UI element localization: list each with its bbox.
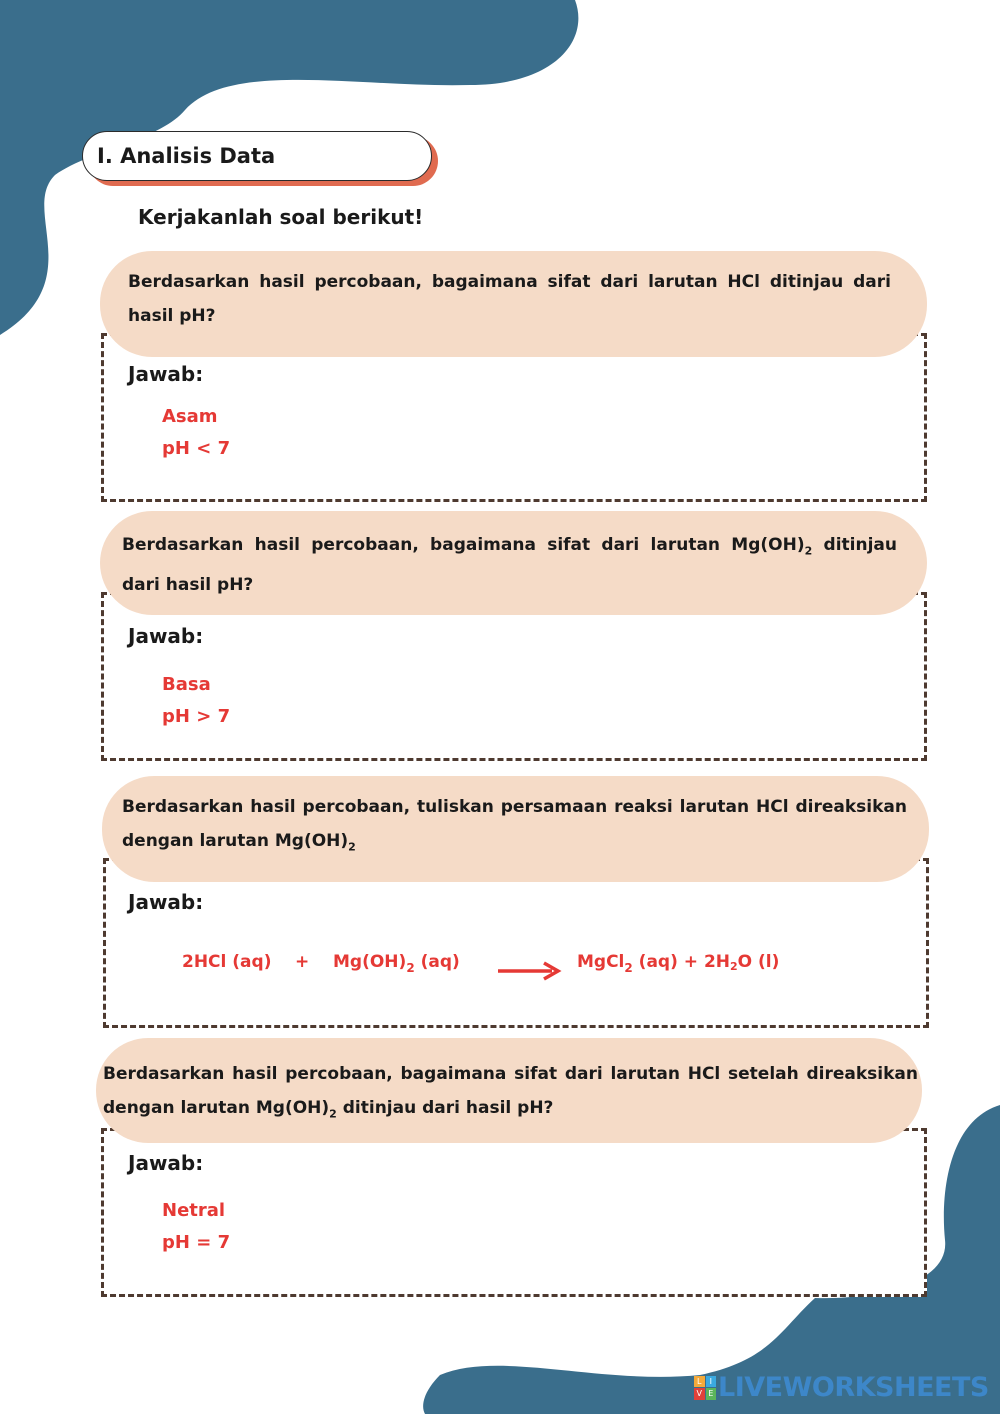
answer-4-line-1: Netral <box>162 1200 226 1221</box>
answer-label-4: Jawab: <box>128 1151 204 1175</box>
answer-2-line-2: pH > 7 <box>162 706 231 727</box>
reaction-arrow-icon <box>498 960 564 982</box>
answer-4 <box>162 1195 230 1259</box>
question-4-text-tail: ditinjau dari hasil pH? <box>336 1098 554 1118</box>
answer-1 <box>162 401 230 465</box>
question-2-subscript: 2 <box>804 544 813 558</box>
logo-letter-i: I <box>706 1376 717 1388</box>
section-title: I. Analisis Data <box>82 131 432 181</box>
question-2-text: Berdasarkan hasil percobaan, bagaimana sifat dari larutan Mg(OH) <box>122 535 805 555</box>
equation-product-2-subscript: 2 <box>730 960 738 973</box>
logo-letter-l: L <box>694 1376 705 1388</box>
question-3-subscript: 2 <box>348 840 356 854</box>
instruction-text: Kerjakanlah soal berikut! <box>138 205 424 229</box>
question-3 <box>102 776 929 882</box>
question-4-subscript: 2 <box>329 1107 337 1121</box>
answer-2-line-1: Basa <box>162 674 211 695</box>
answer-box-3[interactable] <box>103 858 929 1028</box>
equation-product-1 <box>577 952 780 975</box>
liveworksheets-logo <box>694 1372 989 1403</box>
equation-product-1-state: (aq) <box>638 952 678 972</box>
answer-2 <box>162 669 230 733</box>
equation-plus: + <box>295 952 310 972</box>
question-2 <box>100 511 927 615</box>
liveworksheets-mark-icon <box>694 1376 716 1400</box>
equation-reactant-2 <box>333 952 460 975</box>
question-2-text-tail: ditinjau dari hasil pH? <box>122 535 897 596</box>
equation-product-1-formula: MgCl <box>577 952 625 972</box>
question-4-text: Berdasarkan hasil percobaan, bagaimana sifat dari larutan HCl setelah direaksikan dengan larutan Mg(OH) <box>103 1064 918 1118</box>
answer-label-1: Jawab: <box>128 362 204 386</box>
liveworksheets-brand: LIVEWORKSHEETS <box>718 1372 989 1403</box>
question-1 <box>100 251 927 357</box>
answer-label-3: Jawab: <box>128 890 204 914</box>
equation-product-2-rest: O (l) <box>737 952 780 972</box>
equation-reactant-2-state: (aq) <box>420 952 460 972</box>
question-4 <box>96 1038 922 1143</box>
equation-plus-2: + <box>683 952 699 972</box>
answer-label-2: Jawab: <box>128 624 204 648</box>
question-3-text: Berdasarkan hasil percobaan, tuliskan persamaan reaksi larutan HCl direaksikan dengan larutan Mg(OH) <box>122 797 907 851</box>
logo-letter-e: E <box>706 1388 717 1400</box>
equation-reactant-2-formula: Mg(OH) <box>333 952 407 972</box>
question-1-text: Berdasarkan hasil percobaan, bagaimana sifat dari larutan HCl ditinjau dari hasil pH? <box>128 272 891 326</box>
answer-1-line-2: pH < 7 <box>162 438 231 459</box>
answer-1-line-1: Asam <box>162 406 218 427</box>
equation-product-1-subscript: 2 <box>624 961 633 975</box>
logo-letter-v: V <box>694 1388 705 1400</box>
equation-reactant-2-subscript: 2 <box>406 961 415 975</box>
equation-reactant-1: 2HCl (aq) <box>182 952 272 972</box>
answer-4-line-2: pH = 7 <box>162 1232 231 1253</box>
equation-product-2-formula: 2H <box>703 952 731 972</box>
